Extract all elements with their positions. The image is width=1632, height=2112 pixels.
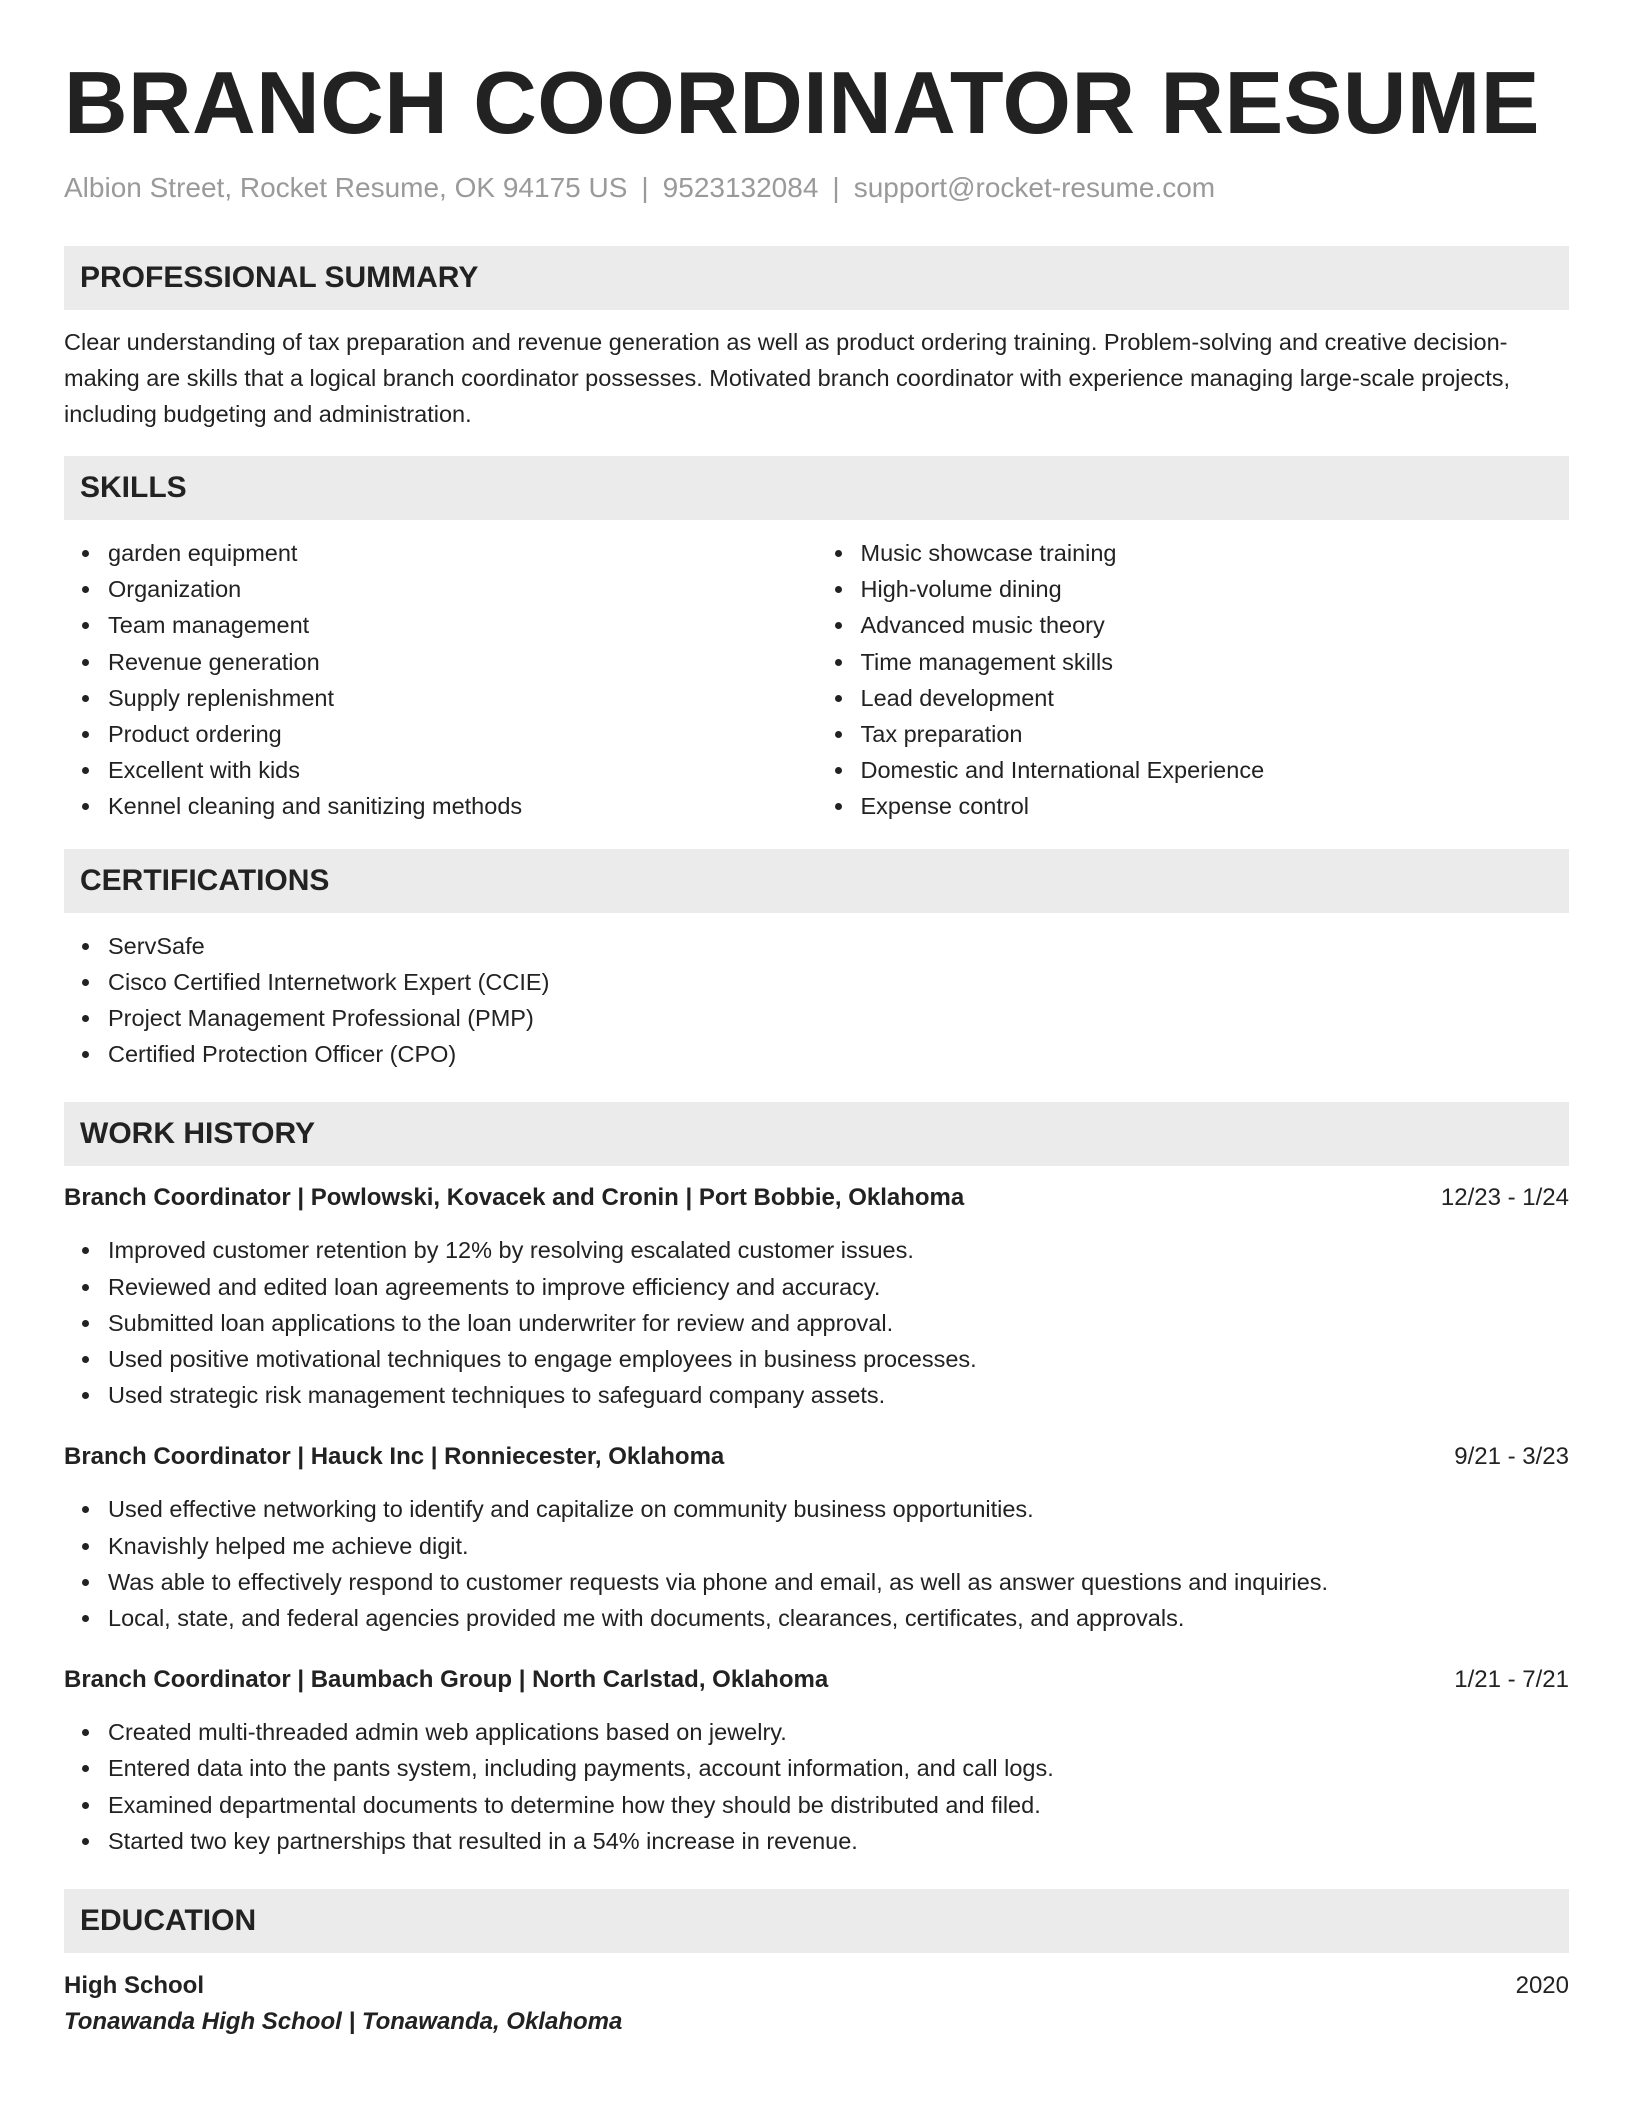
- job-bullet: Started two key partnerships that resulted in a 54% increase in revenue.: [108, 1823, 1569, 1859]
- work-history-heading: WORK HISTORY: [64, 1102, 1569, 1166]
- skill-item: Revenue generation: [108, 644, 817, 680]
- job-dates: 1/21 - 7/21: [1454, 1666, 1569, 1694]
- skill-item: Lead development: [861, 680, 1570, 716]
- job-bullet: Improved customer retention by 12% by resolving escalated customer issues.: [108, 1232, 1569, 1268]
- resume-title: BRANCH COORDINATOR RESUME: [64, 53, 1540, 152]
- education-degree: High School: [64, 1972, 204, 2000]
- job-bullet: Used positive motivational techniques to engage employees in business processes.: [108, 1341, 1569, 1377]
- job-dates: 12/23 - 1/24: [1440, 1184, 1569, 1212]
- job-bullet: Used strategic risk management techniques to safeguard company assets.: [108, 1377, 1569, 1413]
- skill-item: Excellent with kids: [108, 752, 817, 788]
- job-header: [64, 1439, 1569, 1475]
- skill-item: Team management: [108, 607, 817, 643]
- job-bullets: [64, 1232, 1569, 1413]
- job-bullet: Used effective networking to identify and capitalize on community business opportunities.: [108, 1491, 1569, 1527]
- skill-item: Supply replenishment: [108, 680, 817, 716]
- education-year: 2020: [1515, 1972, 1569, 2000]
- education-heading: EDUCATION: [64, 1889, 1569, 1953]
- contact-separator: |: [641, 172, 649, 203]
- skill-item: Advanced music theory: [861, 607, 1570, 643]
- job-header: [64, 1180, 1569, 1216]
- job-bullet: Entered data into the pants system, including payments, account information, and call logs.: [108, 1750, 1569, 1786]
- skill-item: Time management skills: [861, 644, 1570, 680]
- job-title: Branch Coordinator | Baumbach Group | North Carlstad, Oklahoma: [64, 1666, 829, 1694]
- certifications-heading: CERTIFICATIONS: [64, 849, 1569, 913]
- skills-column-right: [817, 535, 1570, 825]
- skill-item: Product ordering: [108, 716, 817, 752]
- job-bullet: Reviewed and edited loan agreements to improve efficiency and accuracy.: [108, 1269, 1569, 1305]
- job-bullets: [64, 1714, 1569, 1859]
- job-title: Branch Coordinator | Powlowski, Kovacek and Cronin | Port Bobbie, Oklahoma: [64, 1184, 965, 1212]
- job-entry: [64, 1180, 1569, 1413]
- skills-list: [64, 535, 1569, 825]
- skill-item: High-volume dining: [861, 571, 1570, 607]
- job-entry: [64, 1662, 1569, 1859]
- certification-item: ServSafe: [108, 928, 1569, 964]
- skill-item: Tax preparation: [861, 716, 1570, 752]
- skills-heading: SKILLS: [64, 456, 1569, 520]
- contact-address: Albion Street, Rocket Resume, OK 94175 US: [64, 172, 628, 203]
- job-bullets: [64, 1491, 1569, 1636]
- education-school: Tonawanda High School | Tonawanda, Oklahoma: [64, 2008, 623, 2036]
- job-title: Branch Coordinator | Hauck Inc | Ronniecester, Oklahoma: [64, 1443, 725, 1471]
- contact-phone: 9523132084: [662, 172, 819, 203]
- job-bullet: Submitted loan applications to the loan underwriter for review and approval.: [108, 1305, 1569, 1341]
- job-bullet: Examined departmental documents to determine how they should be distributed and filed.: [108, 1787, 1569, 1823]
- certification-item: Cisco Certified Internetwork Expert (CCIE): [108, 964, 1569, 1000]
- certification-item: Project Management Professional (PMP): [108, 1000, 1569, 1036]
- job-entry: [64, 1439, 1569, 1636]
- skill-item: Kennel cleaning and sanitizing methods: [108, 788, 817, 824]
- job-dates: 9/21 - 3/23: [1454, 1443, 1569, 1471]
- skill-item: Organization: [108, 571, 817, 607]
- job-bullet: Was able to effectively respond to customer requests via phone and email, as well as answer questions and inquiries.: [108, 1564, 1569, 1600]
- education-header: [64, 1968, 1569, 2004]
- skill-item: Domestic and International Experience: [861, 752, 1570, 788]
- skills-column-left: [64, 535, 817, 825]
- job-bullet: Created multi-threaded admin web applications based on jewelry.: [108, 1714, 1569, 1750]
- summary-heading: PROFESSIONAL SUMMARY: [64, 246, 1569, 310]
- job-header: [64, 1662, 1569, 1698]
- job-bullet: Local, state, and federal agencies provided me with documents, clearances, certificates, and approvals.: [108, 1600, 1569, 1636]
- contact-email[interactable]: support@rocket-resume.com: [853, 172, 1216, 203]
- certifications-list: [64, 928, 1569, 1073]
- summary-text: Clear understanding of tax preparation and revenue generation as well as product ordering training. Problem-solving and creative decision-making are skills that a logical branch coordinator possesses. Motivated branch coordinator with experience managing large-scale projects, including budgeting and administration.: [64, 329, 1510, 427]
- contact-line: [64, 170, 1569, 206]
- skill-item: Expense control: [861, 788, 1570, 824]
- certification-item: Certified Protection Officer (CPO): [108, 1036, 1569, 1072]
- skill-item: garden equipment: [108, 535, 817, 571]
- job-bullet: Knavishly helped me achieve digit.: [108, 1528, 1569, 1564]
- contact-separator: |: [832, 172, 840, 203]
- skill-item: Music showcase training: [861, 535, 1570, 571]
